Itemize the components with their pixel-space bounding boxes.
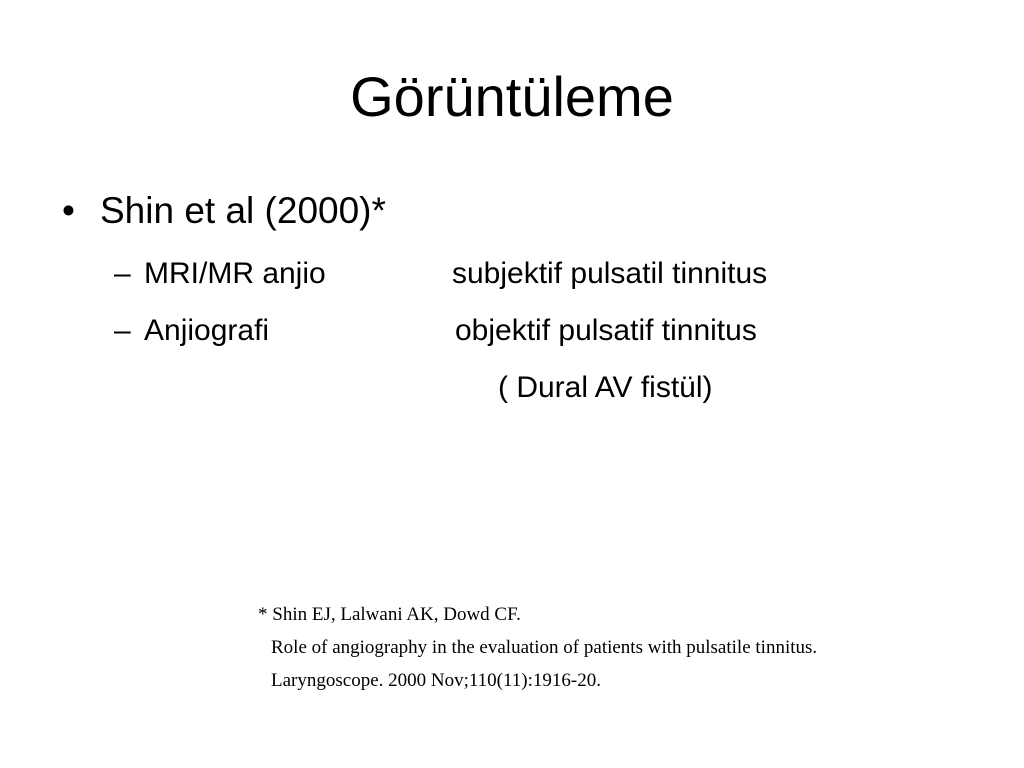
- dash-symbol: –: [114, 257, 131, 290]
- bullet-text: Shin et al (2000)*: [100, 190, 386, 231]
- sub-item-label: Anjiografi: [144, 314, 270, 347]
- sub-item-value: objektif pulsatif tinnitus: [455, 314, 757, 347]
- sub-item-value: subjektif pulsatil tinnitus: [452, 257, 768, 290]
- dural-av-fistula-note: ( Dural AV fistül): [498, 371, 713, 404]
- bullet-item: [62, 188, 386, 234]
- sub-item-mri: [114, 255, 326, 293]
- reference-authors: * Shin EJ, Lalwani AK, Dowd CF.: [258, 604, 521, 625]
- slide-title: Görüntüleme: [350, 65, 674, 128]
- dash-symbol: –: [114, 314, 131, 347]
- sub-item-label: MRI/MR anjio: [144, 257, 326, 290]
- reference-title: Role of angiography in the evaluation of patients with pulsatile tinnitus.: [271, 637, 818, 658]
- bullet-symbol: •: [62, 190, 75, 231]
- reference-journal: Laryngoscope. 2000 Nov;110(11):1916-20.: [271, 670, 601, 691]
- sub-item-angiography: [114, 312, 269, 350]
